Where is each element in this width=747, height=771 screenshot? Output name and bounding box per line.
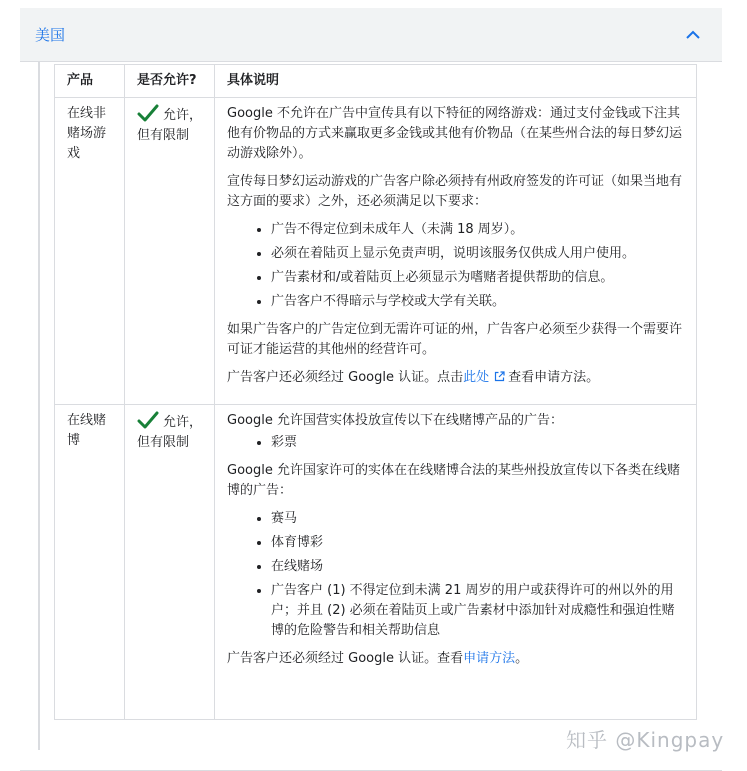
certification-text-end: 查看申请方法。 — [508, 370, 600, 385]
external-link-icon[interactable] — [494, 371, 505, 382]
list-item: • 彩票 — [271, 433, 686, 453]
accordion-title: 美国 — [35, 26, 66, 44]
details-cell — [215, 405, 697, 720]
details-paragraph: Google 允许国营实体投放宣传以下在线赌博产品的广告： — [227, 413, 563, 428]
certification-text-end: 。 — [515, 651, 529, 666]
list-item: • 必须在着陆页上显示免责声明，说明该服务仅供成人用户使用。 — [271, 244, 686, 264]
apply-here-link[interactable]: 此处 — [463, 370, 490, 385]
cell-bottom-space — [227, 677, 686, 711]
gambling-types-list — [227, 509, 686, 641]
allowed-cell — [125, 405, 215, 720]
list-item: • 广告客户不得暗示与学校或大学有关联。 — [271, 292, 686, 312]
apply-method-link[interactable]: 申请方法 — [463, 651, 516, 666]
checkmark-icon — [137, 411, 159, 429]
certification-paragraph — [227, 368, 686, 388]
requirements-list — [227, 220, 686, 312]
chevron-up-icon[interactable] — [686, 30, 700, 39]
certification-text: 广告客户还必须经过 Google 认证。查看 — [227, 651, 464, 666]
list-item: • 广告客户 (1) 不得定位到未满 21 周岁的用户或获得许可的州以外的用户；并且 (2) 必须在着陆页上或广告素材中添加针对成瘾性和强迫性赌博的危险警告和相关帮助信息 — [271, 581, 686, 641]
details-paragraph: Google 允许国家许可的实体在在线赌博合法的某些州投放宣传以下各类在线赌博的广告： — [227, 463, 680, 498]
list-item: • 广告不得定位到未成年人（未满 18 周岁）。 — [271, 220, 686, 240]
details-paragraph: 宣传每日梦幻运动游戏的广告客户除必须持有州政府签发的许可证（如果当地有这方面的要求）之外，还必须满足以下要求： — [227, 174, 683, 209]
table-header-row — [55, 65, 697, 98]
column-header-allowed: 是否允许? — [125, 65, 215, 98]
details-paragraph: Google 不允许在广告中宣传具有以下特征的网络游戏：通过支付金钱或下注其他有价物品的方式来赢取更多金钱或其他有价物品（在某些州合法的每日梦幻运动游戏除外）。 — [227, 106, 683, 161]
watermark: 知乎 @Kingpay — [566, 728, 725, 752]
certification-text: 广告客户还必须经过 Google 认证。点击 — [227, 370, 464, 385]
column-header-product: 产品 — [55, 65, 125, 98]
allowed-cell — [125, 98, 215, 405]
details-cell — [215, 98, 697, 405]
product-cell: 在线赌博 — [55, 405, 125, 720]
allowed-status: 允许，但有限制 — [137, 415, 203, 450]
content-left-rule — [38, 62, 40, 750]
table-row — [55, 98, 697, 405]
policy-table — [54, 64, 697, 720]
certification-paragraph — [227, 649, 686, 669]
accordion-header-usa[interactable] — [20, 8, 722, 62]
list-item: • 体育博彩 — [271, 533, 686, 553]
table-row — [55, 405, 697, 720]
details-paragraph: 如果广告客户的广告定位到无需许可证的州，广告客户必须至少获得一个需要许可证才能运营的其他州的经营许可。 — [227, 322, 683, 357]
checkmark-icon — [137, 104, 159, 122]
allowed-status: 允许，但有限制 — [137, 108, 203, 143]
products-list — [227, 433, 686, 453]
product-cell: 在线非赌场游戏 — [55, 98, 125, 405]
list-item: • 赛马 — [271, 509, 686, 529]
list-item: • 在线赌场 — [271, 557, 686, 577]
column-header-details: 具体说明 — [215, 65, 697, 98]
list-item: • 广告素材和/或着陆页上必须显示为嗜赌者提供帮助的信息。 — [271, 268, 686, 288]
